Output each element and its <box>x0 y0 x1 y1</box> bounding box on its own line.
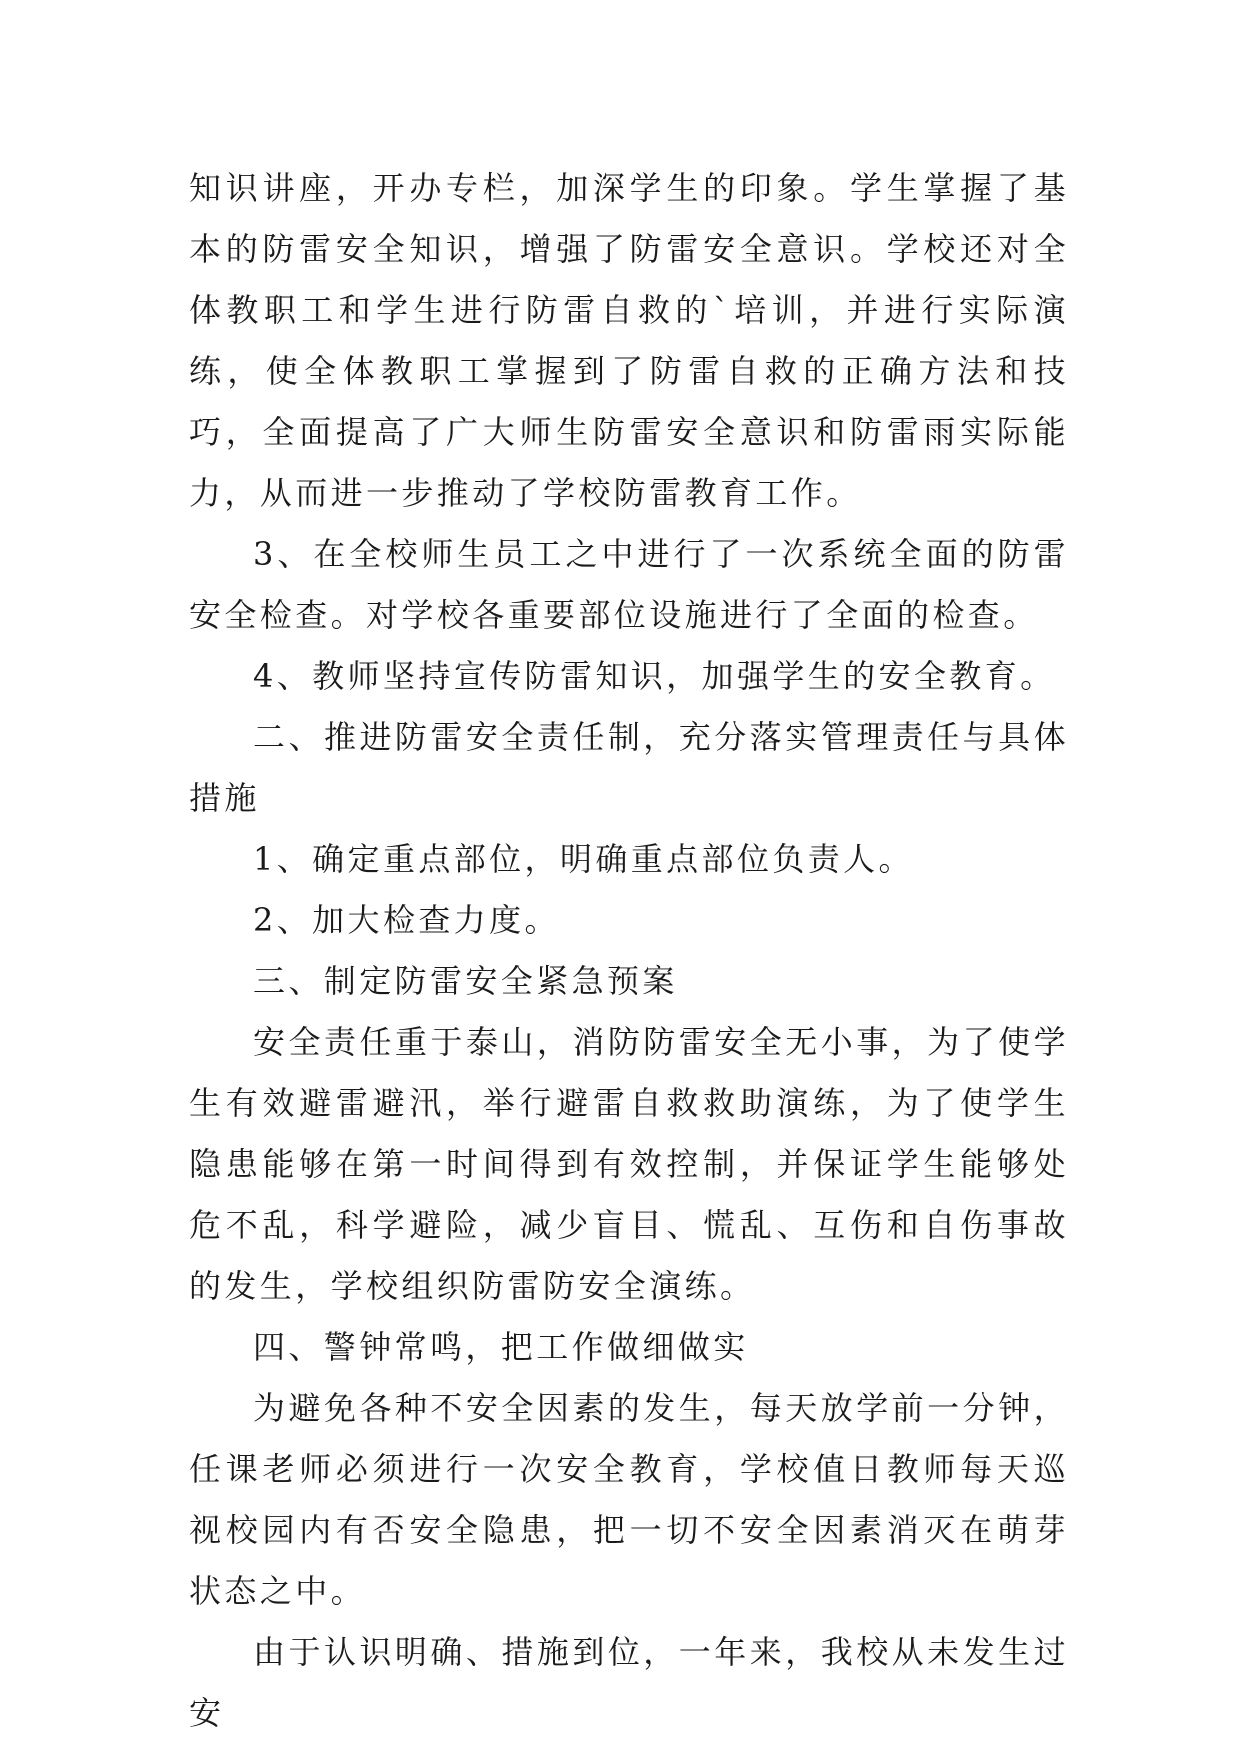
paragraph-continued: 知识讲座，开办专栏，加深学生的印象。学生掌握了基本的防雷安全知识，增强了防雷安全意识。学校还对全体教职工和学生进行防雷自救的`培训，并进行实际演练，使全体教职工掌握到了防雷自救的正确方法和技巧，全面提高了广大师生防雷安全意识和防雷雨实际能力，从而进一步推动了学校防雷教育工作。 <box>189 169 1069 512</box>
paragraph-section-3-body: 安全责任重于泰山，消防防雷安全无小事，为了使学生有效避雷避汛，举行避雷自救救助演练，为了使学生隐患能够在第一时间得到有效控制，并保证学生能够处危不乱，科学避险，减少盲目、慌乱、互伤和自伤事故的发生，学校组织防雷防安全演练。 <box>189 1023 1069 1305</box>
paragraph-item-3: 3、在全校师生员工之中进行了一次系统全面的防雷安全检查。对学校各重要部位设施进行了全面的检查。 <box>189 535 1069 634</box>
paragraph-section-4-body: 为避免各种不安全因素的发生，每天放学前一分钟，任课老师必须进行一次安全教育，学校值日教师每天巡视校园内有否安全隐患，把一切不安全因素消灭在萌芽状态之中。 <box>189 1389 1069 1610</box>
section-heading-4: 四、警钟常鸣，把工作做细做实 <box>253 1328 749 1366</box>
section-heading-3: 三、制定防雷安全紧急预案 <box>253 962 678 1000</box>
section-heading-2: 二、推进防雷安全责任制，充分落实管理责任与具体措施 <box>189 718 1069 817</box>
paragraph-item-4: 4、教师坚持宣传防雷知识，加强学生的安全教育。 <box>253 657 1056 695</box>
paragraph-section-2-item-2: 2、加大检查力度。 <box>253 901 560 939</box>
document-body <box>189 158 1069 1744</box>
paragraph-closing: 由于认识明确、措施到位，一年来，我校从未发生过安 <box>189 1633 1069 1732</box>
paragraph-section-2-item-1: 1、确定重点部位，明确重点部位负责人。 <box>253 840 914 878</box>
